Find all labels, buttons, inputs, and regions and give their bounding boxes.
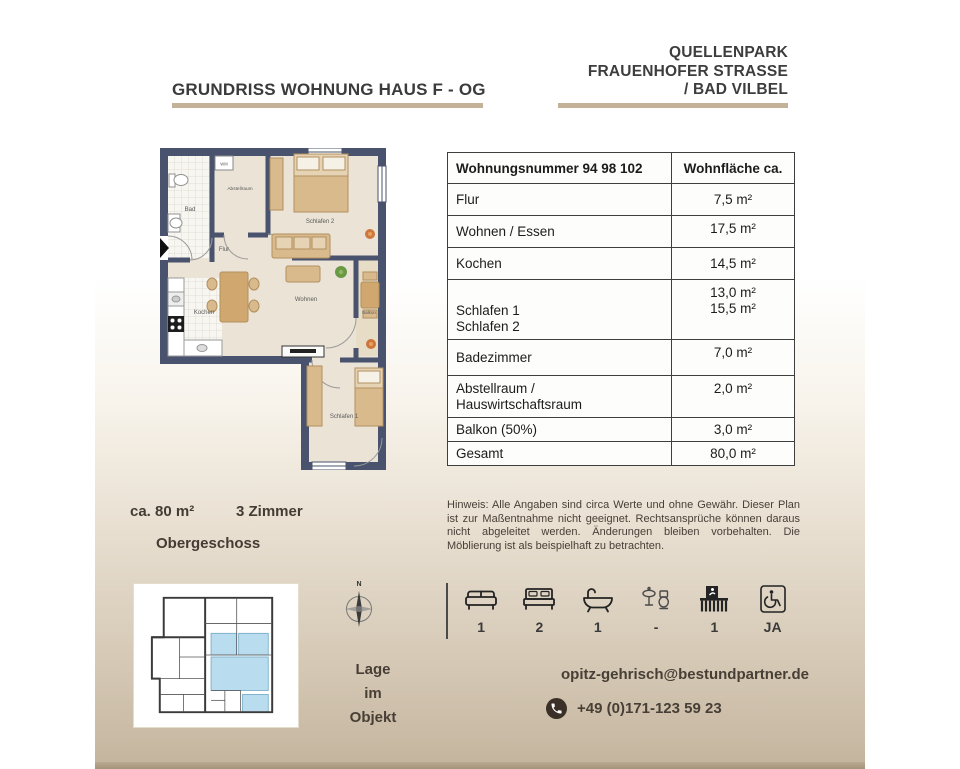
table-header-area: Wohnfläche ca.: [672, 153, 795, 184]
table-row: [448, 184, 795, 216]
table-row: [448, 248, 795, 280]
amenities-divider: [446, 583, 448, 639]
location-plan-card: [133, 583, 299, 728]
room-label-kochen: Kochen: [193, 310, 215, 316]
table-row: [448, 418, 795, 442]
amenity-bathtub-count: 1: [593, 619, 602, 635]
stat-floor-level: Obergeschoss: [156, 535, 261, 552]
project-line-2: FRAUENHOFER STRASSE: [587, 62, 788, 80]
project-title: [520, 44, 788, 100]
title-underline: [172, 103, 483, 108]
room-label-schlafen1: Schlafen 1: [329, 414, 359, 420]
room-area: 7,5 m²: [713, 192, 753, 207]
apartment-floorplan: [160, 148, 390, 470]
amenity-sofa: [452, 584, 510, 635]
room-name: Wohnen / Essen: [456, 224, 555, 239]
amenity-guest-wc-count: -: [653, 619, 659, 635]
table-row: [448, 280, 795, 340]
room-name: Badezimmer: [456, 350, 532, 365]
disclaimer-text: Hinweis: Alle Angaben sind circa Werte und ohne Gewähr. Dieser Plan ist zur Maßentnahme nicht geeignet. Rechtsansprüche können daraus nicht abgeleitet werden. Änderungen bleiben vorbehalten. Die Möblierung ist als beispielhaft zu betrachten.: [447, 499, 800, 552]
amenity-guest-wc: [627, 584, 685, 635]
bed-icon: [521, 584, 557, 614]
wheelchair-accessible-icon: [755, 584, 791, 614]
room-name: Kochen: [456, 256, 502, 271]
room-name: Gesamt: [456, 446, 504, 461]
room-area: 14,5 m²: [710, 256, 756, 271]
room-area: 80,0 m²: [710, 446, 756, 461]
amenity-wheelchair-value: JA: [763, 619, 782, 635]
room-name-2: Schlafen 2: [456, 319, 520, 334]
room-name: Flur: [456, 192, 480, 207]
amenity-sofa-count: 1: [477, 619, 486, 635]
amenity-wheelchair: [743, 584, 801, 635]
footer-strip: [95, 762, 865, 769]
room-area: 13,0 m²: [710, 285, 756, 300]
washing-machine-label: WM: [220, 161, 228, 167]
guest-wc-icon: [638, 584, 674, 614]
phone-icon: [546, 698, 567, 719]
room-label-flur: Flur: [218, 247, 230, 253]
amenity-balcony: [685, 584, 743, 635]
location-label-line1: Lage: [355, 661, 391, 678]
stat-room-count: 3 Zimmer: [236, 503, 303, 520]
project-line-3: / BAD VILBEL: [683, 81, 788, 98]
room-name: Balkon (50%): [456, 422, 538, 437]
amenity-bed: [510, 584, 568, 635]
room-label-wohnen: Wohnen: [294, 297, 318, 303]
amenity-balcony-count: 1: [710, 619, 719, 635]
stat-total-area: ca. 80 m²: [130, 503, 195, 520]
room-name: Schlafen 1: [456, 303, 520, 318]
room-name: Abstellraum /: [456, 380, 535, 396]
location-plan-drawing: [134, 584, 296, 725]
contact-email: opitz-gehrisch@bestundpartner.de: [561, 666, 809, 683]
balcony-icon: [696, 584, 732, 614]
project-line-1: QUELLENPARK: [668, 44, 788, 61]
bathtub-icon: [580, 584, 616, 614]
project-underline: [558, 103, 788, 108]
room-name-2: Hauswirtschaftsraum: [456, 396, 583, 412]
page-title: GRUNDRISS WOHNUNG HAUS F - OG: [172, 80, 486, 99]
room-label-balkon: Balkon: [362, 310, 376, 315]
room-label-schlafen2: Schlafen 2: [305, 219, 335, 225]
table-row: [448, 442, 795, 466]
table-header-apartment-number: Wohnungsnummer 94 98 102: [448, 153, 672, 184]
sofa-icon: [463, 584, 499, 614]
table-row: [448, 376, 795, 418]
location-label-line3: Objekt: [349, 709, 397, 726]
table-row: [448, 340, 795, 376]
room-area: 7,0 m²: [713, 345, 753, 360]
room-area: 17,5 m²: [710, 221, 756, 236]
room-area: 2,0 m²: [713, 381, 753, 396]
floorplan-drawing: [160, 148, 390, 470]
area-table: [447, 152, 795, 466]
location-label-line2: im: [364, 685, 382, 702]
room-area: 3,0 m²: [713, 422, 753, 437]
amenity-bed-count: 2: [535, 619, 544, 635]
room-label-abstellraum: Abstellraum: [227, 187, 253, 192]
compass-north-label: N: [356, 581, 362, 588]
location-in-building-label: [329, 658, 417, 730]
contact-phone-number: +49 (0)171-123 59 23: [577, 700, 722, 717]
room-area-2: 15,5 m²: [710, 301, 756, 316]
amenities-row: [452, 584, 802, 635]
contact-phone-row: [546, 698, 722, 719]
amenity-bathtub: [569, 584, 627, 635]
room-label-bad: Bad: [184, 207, 196, 213]
compass-icon: [340, 576, 380, 632]
table-row: [448, 216, 795, 248]
